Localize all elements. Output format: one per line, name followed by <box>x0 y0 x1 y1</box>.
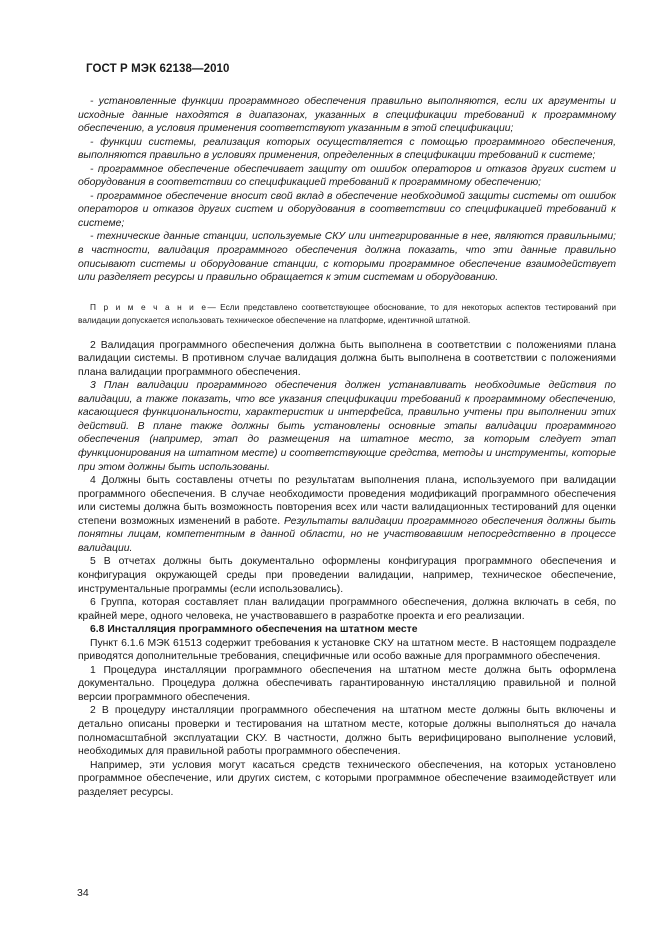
note <box>78 301 616 327</box>
note-text: — Если представлено соответствующее обоснование, то для некоторых аспектов тестирований при валидации допускается использовать техническое обеспечение на платформе, идентичной штатной. <box>78 301 616 325</box>
clause-3: 3 План валидации программного обеспечения должен устанавливать необходимые действия по валидации, а также показать, что все указания спецификации требований к программному обеспечению, касающиеся функциональности, характеристик и интерфейса, правильно учтены при выполнении этих действий. В плане также должны быть установлены основные этапы валидации программного обеспечения (например, этап до размещения на штатное место, за которым следует этап функционирования на штатном месте) и соответствующие средства, методы и инструменты, которые при этом должны быть использованы. <box>78 380 616 473</box>
section-intro: Пункт 6.1.6 МЭК 61513 содержит требования к установке СКУ на штатном месте. В настоящем подразделе приводятся дополнительные требования, специфичные или особо важные для программного обеспечения. <box>78 637 616 663</box>
clause-4-emphasis: Результаты валидации программного обеспечения должны быть понятны лицам, компетентным в данной области, но не участвовавшим непосредственно в процессе валидации. <box>78 515 616 554</box>
clause-2: 2 Валидация программного обеспечения должна быть выполнена в соответствии с положениями плана валидации системы. В противном случае валидация должна быть выполнена в соответствии с положениями плана валидации программного обеспечения. <box>78 339 616 378</box>
clause-6: 6 Группа, которая составляет план валидации программного обеспечения, должна включать в себя, по крайней мере, одного человека, не участвовавшего в разработке проекта и его реализации. <box>78 597 616 622</box>
requirement-item-1: - установленные функции программного обеспечения правильно выполняются, если их аргументы и исходные данные находятся в диапазонах, указанных в спецификации требований к программному обеспечению, а условия применения соответствуют указанным в этой спецификации; <box>78 96 616 135</box>
page-body <box>78 95 616 799</box>
requirement-item-5: - технические данные станции, используемые СКУ или интегрированные в нее, являются правильными; в частности, валидация программного обеспечения должна показать, что эти данные правильно описывают системы и оборудование станции, с которыми программное обеспечение взаимодействует или разделяет ресурсы и правильно обращается к этим системам и оборудованию. <box>78 231 616 284</box>
section-example: Например, эти условия могут касаться средств технического обеспечения, на которых установлено программное обеспечение, или других систем, с которыми программное обеспечение взаимодействует или разделяет ресурсы. <box>78 759 616 798</box>
requirement-item-3: - программное обеспечение обеспечивает защиту от ошибок операторов и отказов других систем и оборудования в соответствии со спецификацией требований к программному обеспечению; <box>78 163 616 189</box>
section-heading: 6.8 Инсталляция программного обеспечения на штатном месте <box>90 624 418 636</box>
clause-5: 5 В отчетах должны быть документально оформлены конфигурация программного обеспечения и конфигурация окружающей среды при проведении валидации, например, техническое обеспечение, инструментальные программы (если использовались). <box>78 556 616 595</box>
note-label: П р и м е ч а н и е <box>90 301 208 312</box>
section-clause-2: 2 В процедуру инсталляции программного обеспечения на штатном месте должны быть включены и детально описаны проверки и тестирования на штатном месте, которые должны выполняться до начала полномасштабной эксплуатации СКУ. В частности, должно быть верифицировано выполнение условий, необходимых для правильной работы программного обеспечения. <box>78 705 616 758</box>
clause-4 <box>78 474 616 555</box>
clause-4-text: 4 Должны быть составлены отчеты по результатам выполнения плана, используемого при валидации программного обеспечения. В случае необходимости проведения модификаций программного обеспечения или системы должна быть возможность повторения всех или части валидационных тестирований для оценки степени возможных изменений в работе. <box>78 475 616 527</box>
page-number: 34 <box>77 887 89 899</box>
section-clause-1: 1 Процедура инсталляции программного обеспечения на штатном месте должна быть оформлена документально. Процедура должна обеспечивать гарантированную инсталляцию правильной и полной версии программного обеспечения. <box>78 664 616 703</box>
requirement-item-2: - функции системы, реализация которых осуществляется с помощью программного обеспечения, выполняются правильно в условиях применения, определенных в спецификации требований к системе; <box>78 136 616 162</box>
document-header: ГОСТ Р МЭК 62138—2010 <box>86 63 230 75</box>
requirement-item-4: - программное обеспечение вносит свой вклад в обеспечение необходимой защиты системы от ошибок операторов и отказов других систем и оборудования в соответствии со спецификацией требований к системе; <box>78 190 616 229</box>
